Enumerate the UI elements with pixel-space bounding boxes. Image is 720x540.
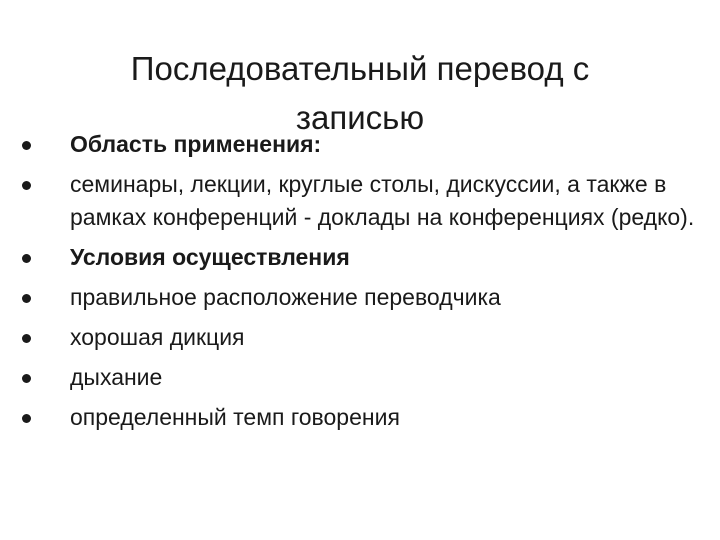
bullet-text: правильное расположение переводчика: [70, 284, 501, 310]
bullet-list: [22, 128, 698, 441]
bullet-dot-icon: [22, 141, 31, 150]
bullet-text: Область применения:: [70, 131, 322, 157]
bullet-item-diction: [22, 321, 698, 354]
bullet-dot-icon: [22, 334, 31, 343]
bullet-text: хорошая дикция: [70, 324, 245, 350]
bullet-text: дыхание: [70, 364, 163, 390]
bullet-item-scope-heading: [22, 128, 698, 161]
bullet-item-scope-details: [22, 168, 698, 234]
bullet-dot-icon: [22, 181, 31, 190]
bullet-dot-icon: [22, 254, 31, 263]
bullet-item-conditions-heading: [22, 241, 698, 274]
bullet-text: определенный темп говорения: [70, 404, 400, 430]
bullet-dot-icon: [22, 374, 31, 383]
bullet-dot-icon: [22, 414, 31, 423]
bullet-text: семинары, лекции, круглые столы, дискуссии, а также в рамках конференций - доклады на конференциях (редко).: [70, 171, 695, 230]
bullet-dot-icon: [22, 294, 31, 303]
slide-title-line-1: Последовательный перевод с: [130, 50, 590, 88]
bullet-text: Условия осуществления: [70, 244, 350, 270]
bullet-item-breathing: [22, 361, 698, 394]
bullet-item-interpreter-position: [22, 281, 698, 314]
bullet-item-speech-tempo: [22, 401, 698, 434]
slide-title-line-2: записью: [295, 99, 425, 137]
